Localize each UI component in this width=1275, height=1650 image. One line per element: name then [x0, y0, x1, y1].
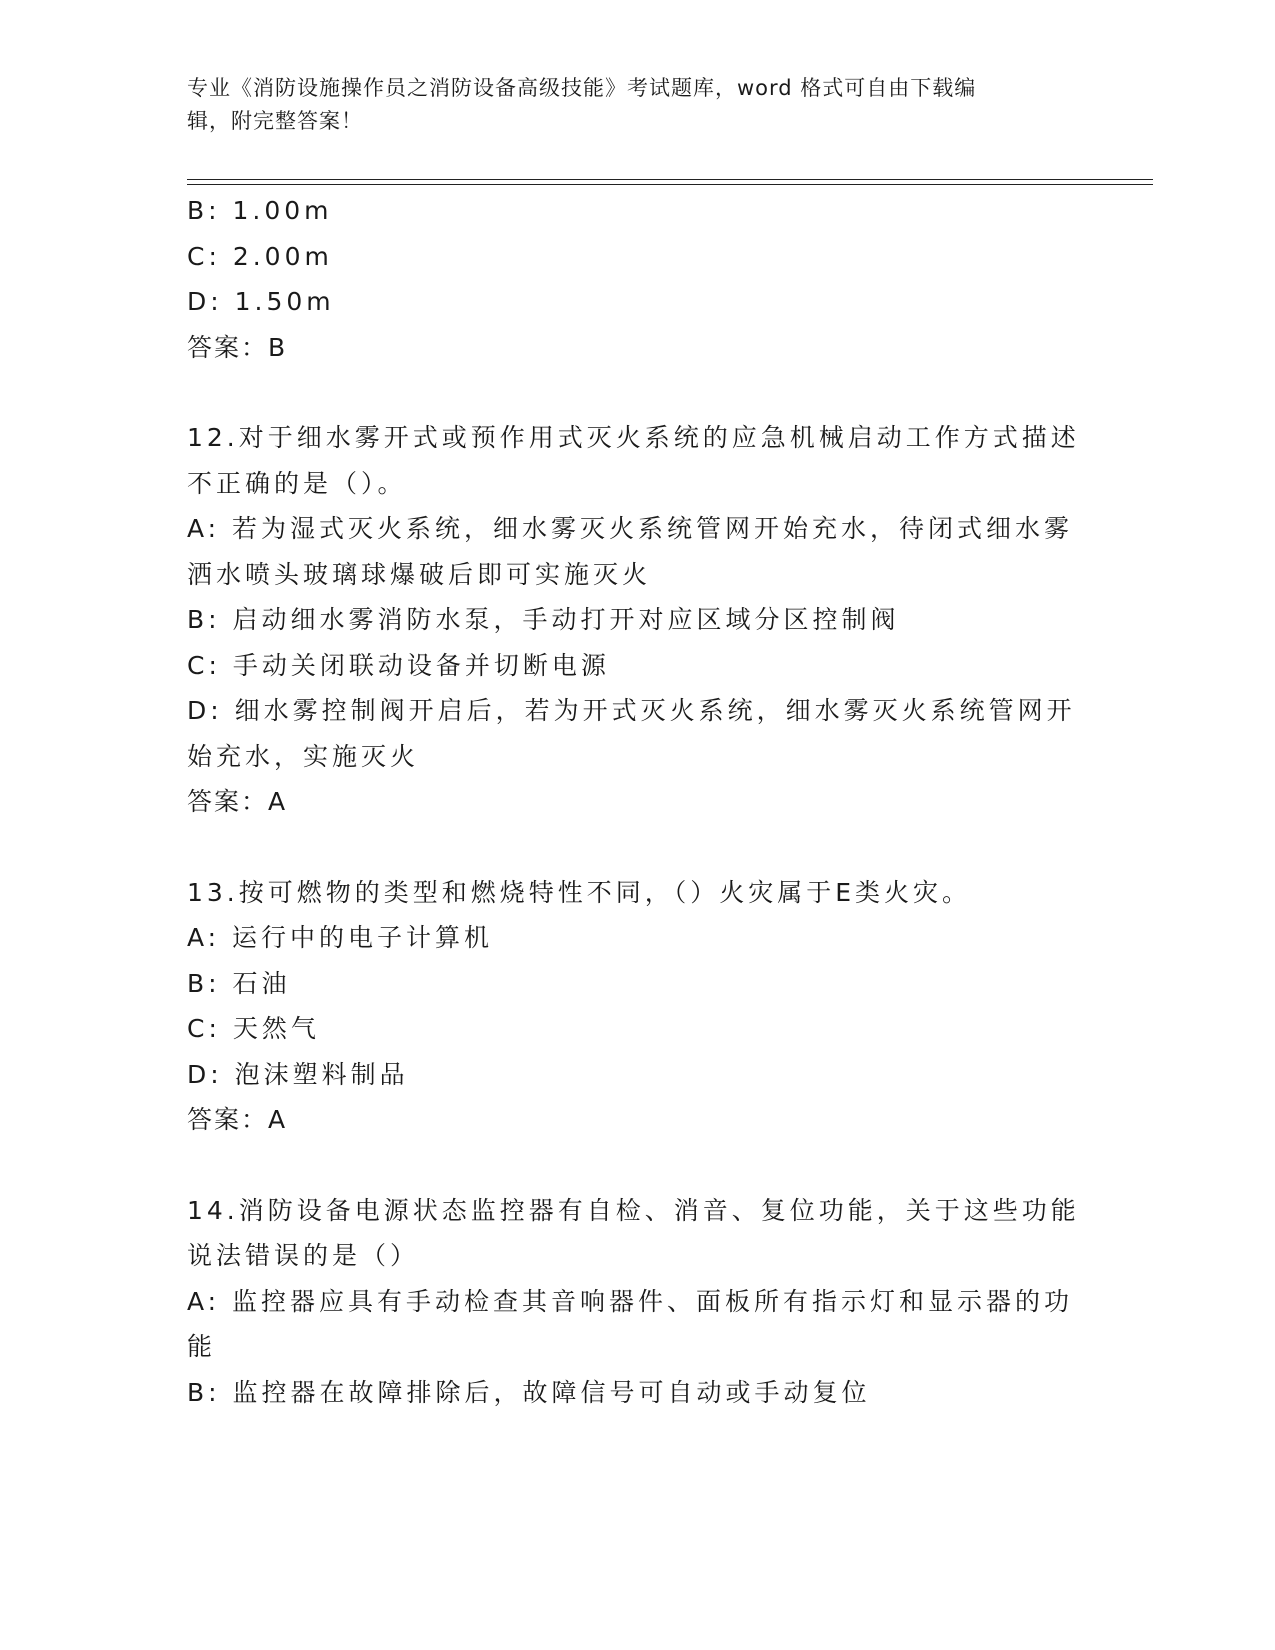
text-line: 说法错误的是（）: [187, 1241, 420, 1270]
text-line: B: 1.00m: [187, 196, 333, 225]
header-divider-bottom: [187, 184, 1153, 185]
text-line: B: 监控器在故障排除后，故障信号可自动或手动复位: [187, 1377, 871, 1407]
text-line: C: 手动关闭联动设备并切断电源: [187, 650, 610, 680]
question-block: [187, 188, 1087, 370]
text-line: C: 天然气: [187, 1014, 320, 1043]
answer-line: 答案：B: [187, 332, 288, 362]
block-spacer: [187, 1143, 1087, 1188]
block-spacer: [187, 825, 1087, 870]
question-content: [187, 188, 1087, 1415]
text-line: A: 监控器应具有手动检查其音响器件、面板所有指示灯和显示器的功: [187, 1286, 1074, 1316]
answer-line: 答案：A: [187, 787, 288, 816]
answer-line: 答案：A: [187, 1105, 288, 1134]
text-line: B: 石油: [187, 968, 291, 998]
question-block: [187, 870, 1087, 1143]
text-line: C: 2.00m: [187, 241, 333, 271]
text-line: 13.按可燃物的类型和燃烧特性不同，（）火灾属于E类火灾。: [187, 877, 972, 907]
text-line: 能: [187, 1332, 217, 1361]
text-line: A: 运行中的电子计算机: [187, 923, 494, 952]
text-line: D: 泡沫塑料制品: [187, 1059, 409, 1089]
text-line: 洒水喷头玻璃球爆破后即可实施灭火: [187, 559, 652, 589]
text-line: 12.对于细水雾开式或预作用式灭火系统的应急机械启动工作方式描述: [187, 423, 1080, 452]
text-line: A: 若为湿式灭火系统，细水雾灭火系统管网开始充水，待闭式细水雾: [187, 514, 1074, 543]
text-line: 始充水，实施灭火: [187, 741, 420, 771]
text-line: B: 启动细水雾消防水泵，手动打开对应区域分区控制阀: [187, 605, 900, 634]
text-line: D: 1.50m: [187, 287, 335, 316]
text-line: 不正确的是（）。: [187, 468, 407, 498]
block-spacer: [187, 370, 1087, 415]
question-block: [187, 415, 1087, 825]
header-divider-top: [187, 179, 1153, 180]
text-line: 14.消防设备电源状态监控器有自检、消音、复位功能，关于这些功能: [187, 1195, 1080, 1225]
text-line: D: 细水雾控制阀开启后，若为开式灭火系统，细水雾灭火系统管网开: [187, 696, 1076, 725]
header-line-1: 专业《消防设施操作员之消防设备高级技能》考试题库，word 格式可自由下载编: [187, 76, 977, 100]
question-block: [187, 1188, 1087, 1416]
header-line-2: 辑，附完整答案！: [187, 109, 363, 133]
document-header: [187, 72, 1067, 138]
